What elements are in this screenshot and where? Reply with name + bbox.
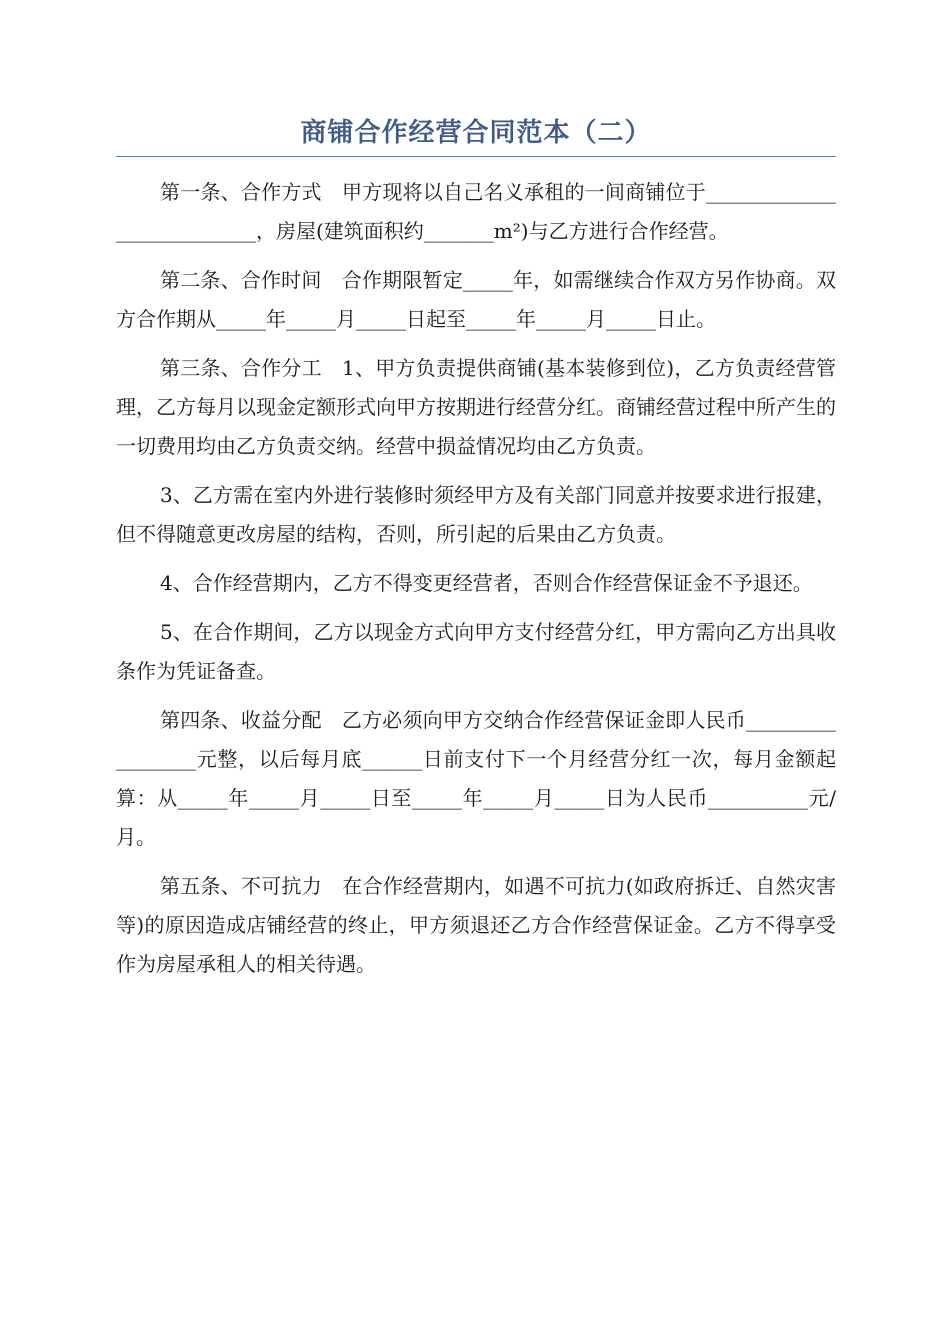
document-page (116, 0, 836, 994)
article-3-clause-3: 3、乙方需在室内外进行装修时须经甲方及有关部门同意并按要求进行报建，但不得随意更改房屋的结构，否则，所引起的后果由乙方负责。 (116, 483, 836, 546)
article-3-clause-4: 4、合作经营期内，乙方不得变更经营者，否则合作经营保证金不予退还。 (160, 571, 813, 595)
article-4-profit-distribution: 第四条、收益分配 乙方必须向甲方交纳合作经营保证金即人民币_________________元整，以后每月底______日前支付下一个月经营分红一次，每月金额起算：从_____年_____月_____日至_____年_____月_____日为人民币__________元/月。 (116, 708, 836, 849)
article-5-force-majeure: 第五条、不可抗力 在合作经营期内，如遇不可抗力(如政府拆迁、自然灾害等)的原因造成店铺经营的终止，甲方须退还乙方合作经营保证金。乙方不得享受作为房屋承租人的相关待遇。 (116, 874, 836, 976)
article-1-cooperation-method: 第一条、合作方式 甲方现将以自己名义承租的一间商铺位于___________________________，房屋(建筑面积约_______m²)与乙方进行合作经营。 (116, 180, 836, 243)
document-title: 商铺合作经营合同范本（二） (116, 114, 836, 157)
article-2-cooperation-period: 第二条、合作时间 合作期限暂定_____年，如需继续合作双方另作协商。双方合作期从_____年_____月_____日起至_____年_____月_____日止。 (116, 268, 836, 331)
document-body (116, 173, 836, 984)
article-3-clause-5: 5、在合作期间，乙方以现金方式向甲方支付经营分红，甲方需向乙方出具收条作为凭证备查。 (116, 620, 836, 683)
article-3-division-of-work: 第三条、合作分工 1、甲方负责提供商铺(基本装修到位)，乙方负责经营管理，乙方每月以现金定额形式向甲方按期进行经营分红。商铺经营过程中所产生的一切费用均由乙方负责交纳。经营中损益情况均由乙方负责。 (116, 356, 836, 458)
